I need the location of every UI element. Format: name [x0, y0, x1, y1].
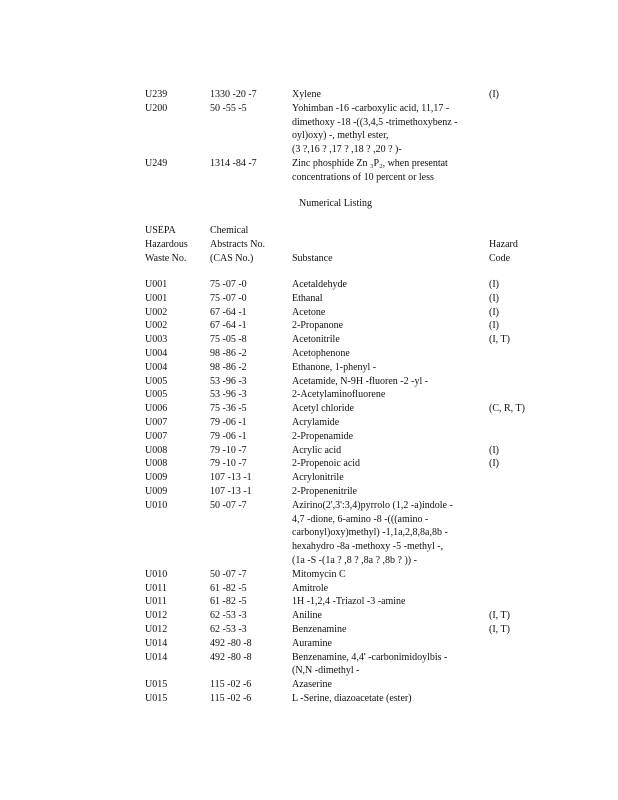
- cas-number: 50 -07 -7: [210, 499, 247, 511]
- cas-number: 79 -10 -7: [210, 458, 247, 470]
- cas-number: 107 -13 -1: [210, 486, 252, 497]
- substance-name: Azirino(2',3':3,4)pyrrolo (1,2 -a)indole - 4,7 -dione, 6-amino -8 -(((amino - carbonyl)oxy)methyl) -1,1a,2,8,8a,8b - hexahydro -8a -methoxy -5 -methyl -, (1a -S -(1a ? ,8 ? ,8a ? ,8b ? )) -: [292, 499, 453, 566]
- substance-name: Acetaldehyde: [292, 279, 347, 290]
- substance-name: Acetone: [292, 306, 326, 318]
- substance-name: Acrylic acid: [292, 444, 342, 456]
- hazard-code: (I): [489, 458, 499, 470]
- cas-number: 75 -36 -5: [210, 403, 247, 415]
- substance-name: Acrylamide: [292, 417, 340, 428]
- waste-number: U239: [145, 89, 168, 100]
- hazard-code: (I, T): [489, 334, 510, 346]
- cas-number: 79 -06 -1: [210, 430, 247, 442]
- waste-number: U012: [145, 610, 168, 622]
- hazard-code: (I): [489, 292, 499, 304]
- hazard-code: (I): [489, 306, 499, 318]
- cas-number: 53 -96 -3: [210, 375, 247, 387]
- section-title: Numerical Listing: [299, 198, 373, 209]
- substance-name: Auramine: [292, 637, 332, 649]
- header-waste-no: USEPA Hazardous Waste No.: [145, 225, 188, 264]
- substance-name: Benzenamine, 4,4' -carbonimidoylbis - (N,N -dimethyl -: [292, 651, 448, 677]
- substance-name: Zinc phosphide Zn ₃P₂, when presentat concentrations of 10 percent or less: [292, 158, 448, 183]
- waste-number: U015: [145, 693, 168, 704]
- waste-number: U004: [145, 361, 168, 373]
- waste-number: U005: [145, 389, 168, 401]
- cas-number: 79 -10 -7: [210, 444, 247, 456]
- substance-name: L -Serine, diazoacetate (ester): [292, 693, 412, 704]
- hazard-code: (I): [489, 444, 499, 456]
- waste-number: U003: [145, 334, 168, 346]
- waste-number: U010: [145, 499, 168, 511]
- substance-name: Ethanone, 1-phenyl -: [292, 361, 377, 373]
- hazard-code: (I, T): [489, 610, 510, 622]
- substance-name: Xylene: [292, 89, 321, 100]
- substance-name: Mitomycin C: [292, 568, 346, 580]
- cas-number: 75 -05 -8: [210, 334, 247, 346]
- waste-number: U010: [145, 568, 168, 580]
- substance-name: 2-Acetylaminofluorene: [292, 389, 386, 401]
- substance-name: Yohimban -16 -carboxylic acid, 11,17 - dimethoxy -18 -((3,4,5 -trimethoxybenz - oyl)oxy) -, methyl ester, (3 ?,16 ? ,17 ? ,18 ? ,20 ? )-: [292, 102, 458, 156]
- waste-number: U014: [145, 651, 168, 663]
- waste-number: U007: [145, 430, 168, 442]
- cas-number: 62 -53 -3: [210, 624, 247, 635]
- cas-number: 61 -82 -5: [210, 596, 247, 608]
- cas-number: 492 -80 -8: [210, 637, 252, 649]
- substance-name: Acetonitrile: [292, 334, 340, 346]
- waste-number: U014: [145, 637, 168, 649]
- cas-number: 61 -82 -5: [210, 582, 247, 594]
- substance-name: Azaserine: [292, 679, 332, 691]
- substance-name: 1H -1,2,4 -Triazol -3 -amine: [292, 596, 406, 608]
- substance-name: Acetyl chloride: [292, 403, 354, 415]
- cas-number: 62 -53 -3: [210, 610, 247, 622]
- substance-name: Acetamide, N-9H -fluoren -2 -yl -: [292, 375, 429, 387]
- waste-number: U002: [145, 306, 168, 318]
- cas-number: 67 -64 -1: [210, 320, 247, 332]
- substance-name: 2-Propenenitrile: [292, 486, 357, 497]
- cas-number: 50 -07 -7: [210, 568, 247, 580]
- substance-name: Benzenamine: [292, 624, 347, 635]
- waste-number: U007: [145, 417, 168, 428]
- header-cas-no: Chemical Abstracts No. (CAS No.): [210, 225, 265, 264]
- waste-number: U008: [145, 458, 168, 470]
- waste-number: U011: [145, 596, 167, 608]
- cas-number: 67 -64 -1: [210, 306, 247, 318]
- substance-name: 2-Propenoic acid: [292, 458, 361, 470]
- waste-number: U009: [145, 472, 168, 484]
- waste-number: U008: [145, 444, 168, 456]
- substance-name: 2-Propenamide: [292, 430, 354, 442]
- waste-number: U012: [145, 624, 168, 635]
- waste-number: U001: [145, 292, 168, 304]
- waste-number: U015: [145, 679, 168, 691]
- cas-number: 53 -96 -3: [210, 389, 247, 401]
- substance-name: Aniline: [292, 610, 322, 622]
- cas-number: 107 -13 -1: [210, 472, 252, 484]
- cas-number: 79 -06 -1: [210, 417, 247, 428]
- waste-number: U009: [145, 486, 168, 497]
- substance-name: Acetophenone: [292, 348, 350, 359]
- waste-number: U006: [145, 403, 168, 415]
- cas-number: 50 -55 -5: [210, 102, 247, 114]
- hazard-code: (C, R, T): [489, 403, 525, 415]
- cas-number: 115 -02 -6: [210, 693, 252, 704]
- cas-number: 98 -86 -2: [210, 348, 247, 359]
- cas-number: 115 -02 -6: [210, 679, 252, 691]
- hazard-code: (I): [489, 320, 499, 332]
- substance-name: Ethanal: [292, 292, 323, 304]
- waste-number: U001: [145, 279, 168, 290]
- waste-number: U249: [145, 158, 168, 169]
- hazard-code: (I, T): [489, 624, 510, 635]
- hazard-code: (I): [489, 89, 499, 100]
- waste-number: U004: [145, 348, 168, 359]
- hazard-code: (I): [489, 279, 499, 290]
- substance-name: Acrylonitrile: [292, 472, 344, 484]
- waste-number: U002: [145, 320, 168, 332]
- header-hazard-code: Hazard Code: [489, 238, 518, 264]
- header-substance: Substance: [292, 252, 333, 264]
- waste-number: U011: [145, 582, 167, 594]
- cas-number: 1314 -84 -7: [210, 158, 257, 169]
- waste-number: U005: [145, 375, 168, 387]
- cas-number: 98 -86 -2: [210, 361, 247, 373]
- cas-number: 75 -07 -0: [210, 292, 247, 304]
- cas-number: 75 -07 -0: [210, 279, 247, 290]
- substance-name: Amitrole: [292, 582, 329, 594]
- cas-number: 1330 -20 -7: [210, 89, 257, 100]
- substance-name: 2-Propanone: [292, 320, 344, 332]
- waste-number: U200: [145, 102, 168, 114]
- cas-number: 492 -80 -8: [210, 651, 252, 663]
